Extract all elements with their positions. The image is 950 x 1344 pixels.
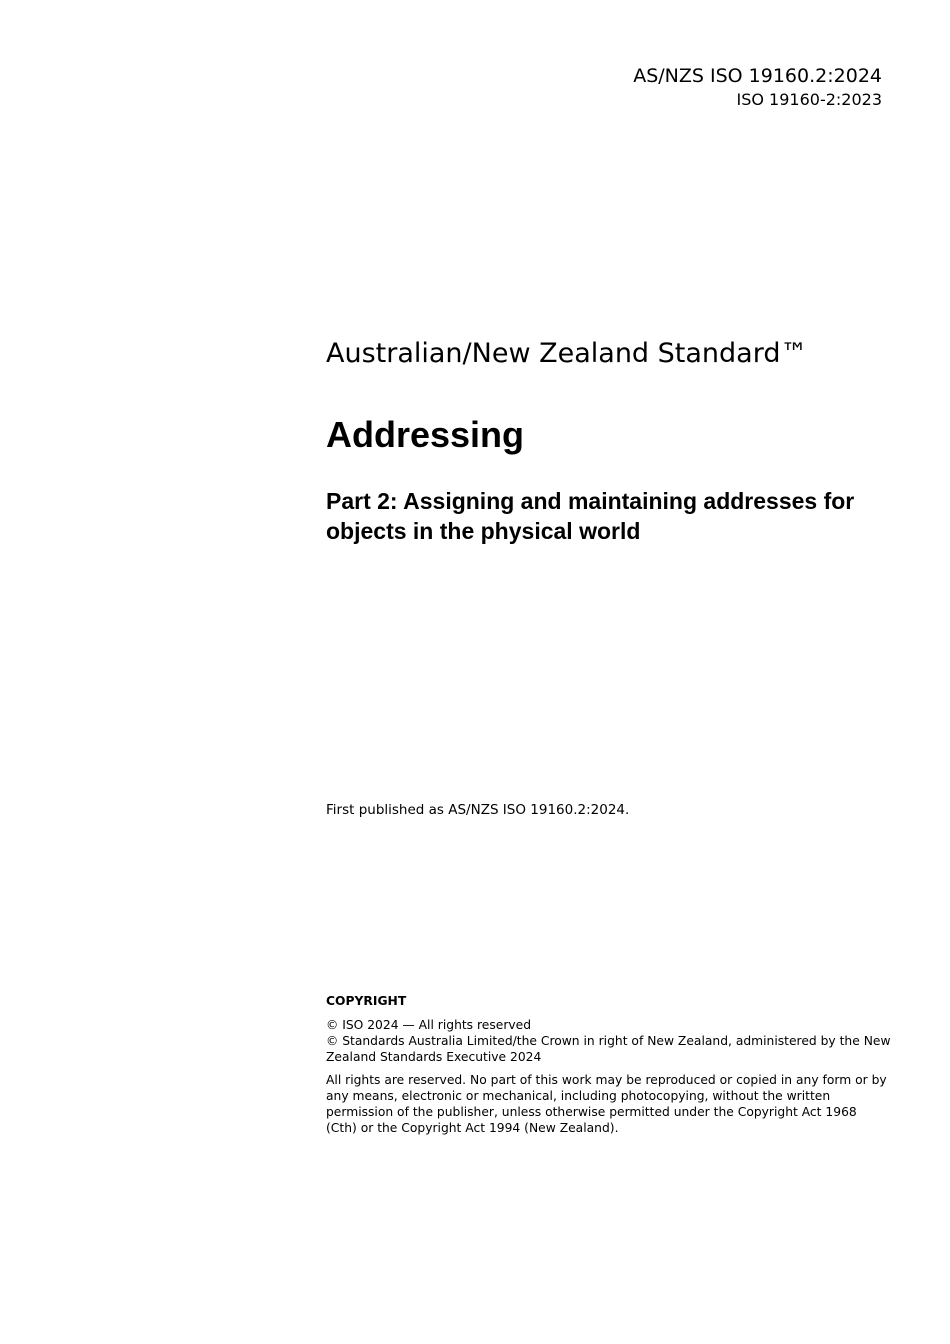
copyright-heading: COPYRIGHT [326, 994, 407, 1008]
copyright-section [326, 993, 891, 1136]
iso-number: ISO 19160-2:2023 [736, 90, 882, 109]
iso-copyright-notice: © ISO 2024 — All rights reserved [326, 1018, 532, 1032]
series-title: Australian/New Zealand Standard™ [326, 338, 808, 369]
part-title: Part 2: Assigning and maintaining addresses for objects in the physical world [326, 488, 855, 544]
standard-number: AS/NZS ISO 19160.2:2024 [633, 65, 882, 87]
first-published-note: First published as AS/NZS ISO 19160.2:2024. [326, 802, 630, 818]
standards-australia-copyright-notice: © Standards Australia Limited/the Crown in right of New Zealand, administered by the New Zealand Standards Executive 2024 [326, 1034, 891, 1064]
rights-reserved-text: All rights are reserved. No part of this work may be reproduced or copied in any form or by any means, electronic or mechanical, including photocopying, without the written permission of the publisher, unless otherwise permitted under the Copyright Act 1968 (Cth) or the Copyright Act 1994 (New Zealand). [326, 1073, 887, 1135]
document-title: Addressing [326, 414, 525, 455]
